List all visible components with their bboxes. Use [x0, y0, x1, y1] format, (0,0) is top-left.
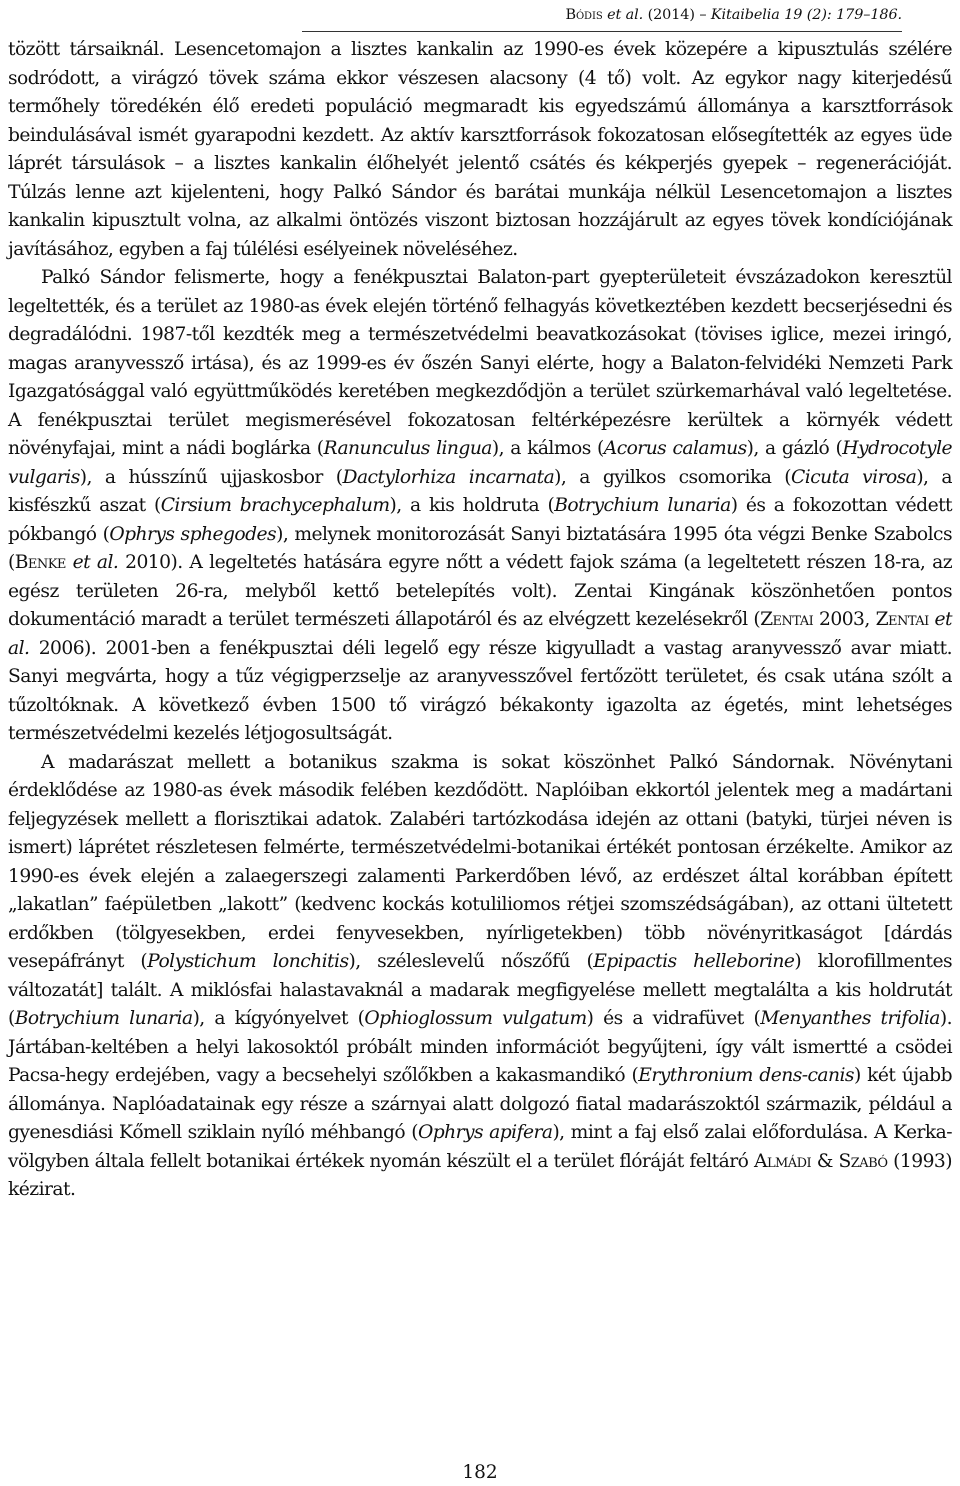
article-body [8, 36, 952, 1205]
paragraph-text: ), a gázló ( [746, 438, 843, 459]
citation-author: Zentai [760, 609, 814, 630]
taxon-name: Acorus calamus [603, 438, 747, 459]
paragraph-text: & [811, 1150, 839, 1172]
running-head-author: Bódis [565, 7, 603, 23]
taxon-name: et al. [8, 609, 953, 659]
paragraph-text: ), a kígyónyelvet ( [192, 1008, 365, 1029]
taxon-name: et al. [72, 552, 119, 573]
citation-author: Szabó [838, 1150, 888, 1172]
paragraph-text: ) és a vidrafüvet ( [586, 1008, 761, 1029]
paragraph-text: 2006). 2001-ben a fenékpusztai déli legelő egy része kigyulladt a vastag aranyvessző avar miatt. Sanyi megvárta, hogy a tűz végigperzselje az aranyvesszővel fertőzött területet, és csak utána szólt a tűzoltóknak. A következő évben 1500 tő virágzó békakonty igazolta az égetés, mint lehetséges természetvédelmi kezelés létjogosultságát. [8, 637, 952, 744]
body-paragraph [8, 36, 952, 264]
paragraph-text: ) és a fokozottan védett pókbangó ( [8, 495, 953, 545]
paragraph-text: ), a kis holdruta ( [389, 495, 555, 516]
running-head-year: (2014) [647, 7, 695, 23]
paragraph-text: ), a hússzínű ujjaskosbor ( [79, 466, 343, 488]
taxon-name: Erythronium dens-canis [638, 1065, 854, 1086]
paragraph-text: (1993) kézirat. [8, 1150, 953, 1200]
taxon-name: Dactylorhiza incarnata [342, 466, 555, 488]
body-paragraph [8, 749, 952, 1205]
paragraph-text: A madarászat mellett a botanikus szakma is sokat köszönhet Palkó Sándornak. Növénytani érdeklődése az 1980-as évek második felében kezdődött. Naplóiban ekkortól jelentek meg a madártani feljegyzések mellett a florisztikai adatok. Zalabéri tartózkodása idején az ottani (batyki, türjei néven is ismert) láprétet részletesen felmérte, természetvédelmi-botanikai értékét pontosan érzékelte. Amikor az 1990-es évek elején a zalaegerszegi zalamenti Parkerdőben lévő, az erdészet által korábban épített „lakatlan” faépületben „lakott” (kedvenc kockás kotuliliomos rétjei szomszédságában), az ottani ültetett erdőkben (tölgyesekben, erdei fenyvesekben, nyírligetekben) több növényritkaságot [dárdás vesepáfrányt ( [8, 751, 952, 972]
running-head-journal: Kitaibelia 19 (2): 179–186. [710, 7, 902, 23]
paragraph-text: ), a kálmos ( [491, 438, 604, 459]
paragraph-text: ), melynek monitorozását Sanyi biztatására 1995 óta végzi Benke Szabolcs ( [8, 523, 953, 573]
taxon-name: Ophrys sphegodes [109, 523, 277, 545]
paragraph-text: Palkó Sándor felismerte, hogy a fenékpusztai Balaton-part gyepterületeit évszázadokon keresztül legeltették, és a terület az 1980-as évek elején történő felhagyás következtében kezdett becserjésedni és degradálódni. 1987-től kezdték meg a természetvédelmi beavatkozásokat (tövises iglice, mezei iringó, magas aranyvessző irtása), és az 1999-es év őszén Sanyi elérte, hogy a Balaton-felvidéki Nemzeti Park Igazgatósággal való együttműködés keretében megkezdődjön a terület szürkemarhával való legeltetése. A fenékpusztai terület megismerésével fokozatosan feltérképezésre kerültek a környék védett növényfajai, mint a nádi boglárka ( [8, 267, 952, 459]
paragraph-text: ) két újabb állománya. Naplóadatainak egy része a szárnyai alatt dolgozó fiatal madarászoktól származik, például a gyenesdiási Kőmell sziklain nyíló méhbangó ( [8, 1065, 952, 1143]
paragraph-text: ), széleslevelű nőszőfű ( [348, 951, 594, 972]
taxon-name: Hydrocotyle vulgaris [8, 438, 953, 488]
taxon-name: Cicuta virosa [791, 466, 917, 488]
paragraph-text: ), a gyilkos csomorika ( [554, 466, 792, 488]
taxon-name: Ranunculus lingua [323, 438, 492, 459]
paragraph-text [66, 552, 73, 573]
taxon-name: Ophioglossum vulgatum [364, 1008, 587, 1029]
body-paragraph [8, 264, 952, 749]
taxon-name: Botrychium lunaria [14, 1008, 193, 1029]
running-head-etal: et al. [607, 7, 644, 23]
running-head-dash: – [694, 7, 711, 23]
taxon-name: Botrychium lunaria [554, 495, 731, 516]
paragraph-text: 2003, [813, 609, 876, 630]
taxon-name: Ophrys apifera [417, 1122, 553, 1143]
taxon-name: Epipactis helleborine [593, 951, 795, 972]
taxon-name: Cirsium brachycephalum [160, 495, 390, 516]
citation-author: Zentai [875, 609, 929, 630]
running-head [302, 6, 902, 24]
taxon-name: Polystichum lonchitis [147, 951, 349, 972]
paragraph-text: ), mint a faj első zalai előfordulása. A Kerka-völgyben általa fellelt botanikai értékek nyomán készült el a terület flóráját feltáró [8, 1122, 952, 1172]
page-number: 182 [462, 1462, 498, 1483]
paragraph-text: 2010). A legeltetés hatására egyre nőtt a védett fajok száma (a legeltetett részen 18-ra, az egész területen 26-ra, melyből kettő betelepítés volt). Zentai Kingának köszönhetően pontos dokumentáció maradt a terület természeti állapotáról és az elvégzett kezelésekről ( [8, 552, 952, 630]
paragraph-text: ), a kisfészkű aszat ( [8, 466, 953, 516]
citation-author: Almádi [754, 1150, 812, 1172]
taxon-name: Menyanthes trifolia [760, 1008, 940, 1029]
paragraph-text: ). Jártában-keltében a helyi lakosoktól próbált minden információt begyűjteni, így vált ismertté a csödei Pacsa-hegy erdejében, vagy a becsehelyi szőlőkben a kakasmandikó ( [8, 1008, 952, 1086]
header-rule [302, 31, 902, 32]
citation-author: Benke [14, 552, 66, 573]
paragraph-text: tözött társaiknál. Lesencetomajon a lisztes kankalin az 1990-es évek közepére a kipusztulás szélére sodródott, a virágzó tövek száma ekkor vészesen alacsony (4 tő) volt. Az egykor nagy kiterjedésű termőhely töredékén élő eredeti populáció megmaradt kis egyedszámú állománya a karsztforrások beindulásával ismét gyarapodni kezdett. Az aktív karsztforrások fokozatosan elősegítették az egyes üde láprét társulások – a lisztes kankalin élőhelyét jelentő csátés és kékperjés gyepek – regenerációját. Túlzás lenne azt kijelenteni, hogy Palkó Sándor és barátai munkája nélkül Lesencetomajon a lisztes kankalin kipusztult volna, az alkalmi öntözés viszont biztosan hozzájárult az egyes tövek kondíciójának javításához, egyben a faj túlélési esélyeinek növeléséhez. [8, 39, 952, 260]
paragraph-text: ) klorofillmentes változatát] talált. A miklósfai halastavaknál a madarak megfigyelése mellett megtalálta a kis holdrutát ( [8, 951, 952, 1029]
